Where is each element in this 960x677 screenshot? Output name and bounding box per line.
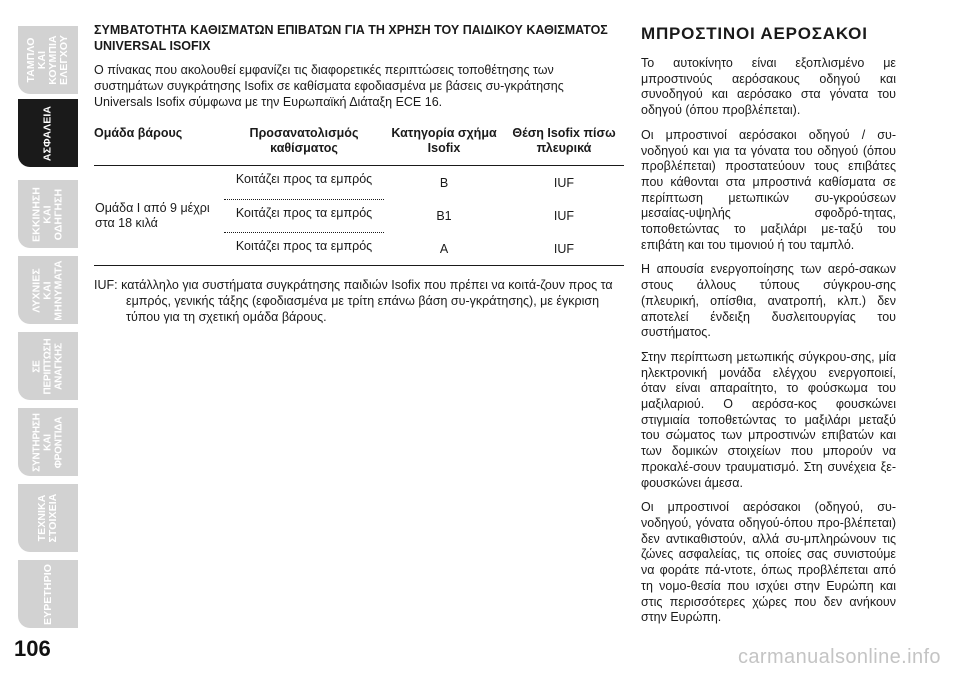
- tab-label: ΛΥΧΝΙΕΣ ΚΑΙ ΜΗΝΥΜΑΤΑ: [30, 259, 65, 321]
- header-orientation: Προσανατολισμός καθίσματος: [249, 126, 359, 155]
- paragraph: Η απουσία ενεργοποίησης των αερό-σακων στους άλλους τύπους σύγκρου-σης (πλευρική, οπίσθια, ανατροπή, κλπ.) δεν αποτελεί ένδειξη δυσλειτουργίας του συστήματος.: [641, 262, 896, 340]
- paragraph: Οι μπροστινοί αερόσακοι (οδηγού, συ-νοδηγού, γόνατα οδηγού-όπου προ-βλέπεται) δεν αντικαθιστούν, αλλά συ-μπληρώνουν τις ζώνες ασφαλείας, τις οποίες σας συνιστούμε να φοράτε πά-ντοτε, όπως προβλέπεται από τη νομο-θεσία που ισχύει στην Ευρώπη και στις περισσότερες χώρες που δεν ανήκουν στην Ευρώπη.: [641, 500, 896, 625]
- position-cell: IUF: [553, 242, 575, 256]
- section-title: ΜΠΡΟΣΤΙΝΟΙ ΑΕΡΟΣΑΚΟΙ: [641, 24, 868, 43]
- tab-lights-messages[interactable]: [18, 256, 78, 324]
- watermark: carmanualsonline.info: [738, 646, 941, 668]
- tab-label: ΤΕΧΝΙΚΑ ΣΤΟΙΧΕΙΑ: [36, 493, 59, 543]
- paragraph: Το αυτοκίνητο είναι εξοπλισμένο με μπροστινούς αερόσακους οδηγού και συνοδηγού και αερόσακο στα γόνατα του οδηγού (όπου προβλέπεται).: [641, 56, 896, 118]
- tab-label: ΕΥΡΕΤΗΡΙΟ: [41, 563, 54, 625]
- tab-emergency[interactable]: [18, 332, 78, 400]
- category-cell: B1: [436, 209, 452, 223]
- header-weight-group: Ομάδα βάρους: [94, 126, 183, 140]
- orientation-cell: Κοιτάζει προς τα εμπρός: [224, 166, 384, 200]
- orientation-cell: Κοιτάζει προς τα εμπρός: [224, 199, 384, 232]
- orientation-cell: Κοιτάζει προς τα εμπρός: [224, 232, 384, 266]
- tab-maintenance-care[interactable]: [18, 408, 78, 476]
- iuf-footnote: [94, 277, 624, 325]
- tab-dashboard-controls[interactable]: [18, 26, 78, 94]
- isofix-section: [94, 22, 624, 325]
- category-cell: A: [439, 242, 449, 256]
- side-navigation: [18, 0, 80, 677]
- header-position: Θέση Isofix πίσω πλευρικά: [512, 126, 616, 155]
- tab-technical-data[interactable]: [18, 484, 78, 552]
- page-number: 106: [14, 636, 51, 661]
- footnote-term: IUF:: [94, 278, 118, 292]
- section-heading: ΣΥΜΒΑΤΟΤΗΤΑ ΚΑΘΙΣΜΑΤΩΝ ΕΠΙΒΑΤΩΝ ΓΙΑ ΤΗ ΧΡΗΣΗ ΤΟΥ ΠΑΙΔΙΚΟΥ ΚΑΘΙΣΜΑΤΟΣ UNIVERSAL ISOFIX: [94, 23, 608, 53]
- airbag-section: [641, 24, 896, 635]
- table-row: [94, 166, 624, 200]
- tab-starting-driving[interactable]: [18, 180, 78, 248]
- isofix-compatibility-table: [94, 126, 624, 267]
- tab-safety[interactable]: [18, 99, 78, 167]
- position-cell: IUF: [553, 209, 575, 223]
- position-cell: IUF: [504, 166, 624, 200]
- tab-label: ΕΚΚΙΝΗΣΗ ΚΑΙ ΟΔΗΓΗΣΗ: [30, 186, 65, 242]
- footnote-text: κατάλληλο για συστήματα συγκράτησης παιδιών Isofix που πρέπει να κοιτά-ζουν προς τα εμπρός, γενικής τάξης (εφοδιασμένα με τρίτη επάνω βάση συ-γκράτησης), με έγκριση τύπου για τη σχετική ομάδα βάρους.: [121, 278, 613, 324]
- intro-paragraph: Ο πίνακας που ακολουθεί εμφανίζει τις διαφορετικές περιπτώσεις τοποθέτησης των συστημάτων συγκράτησης Isofix σε καθίσματα εφοδιασμένα με βάσεις συ-γκράτησης Universals Isofix σύμφωνα με την Ευρωπαϊκή Διάταξη ECE 16.: [94, 63, 564, 109]
- paragraph: Στην περίπτωση μετωπικής σύγκρου-σης, μία ηλεκτρονική μονάδα ελέγχου ενεργοποιεί, όταν είναι απαραίτητο, το φούσκωμα του μαξιλαριού. Ο αερόσα-κος φουσκώνει στιγμιαία τοποθετώντας το μαξιλάρι μεταξύ του σώματος των μπροστινών επιβατών και των δομικών στοιχείων που μπορούν να προκαλέ-σουν τραυματισμό. Στη συνέχεια ξε-φουσκώνει άμεσα.: [641, 349, 896, 490]
- tab-label: ΣΕ ΠΕΡΙΠΤΩΣΗ ΑΝΑΓΚΗΣ: [31, 338, 65, 394]
- paragraph: Οι μπροστινοί αερόσακοι οδηγού / συ-νοδηγού και για τα γόνατα του οδηγού (όπου προβλέπεται) προστατεύουν τους επιβάτες που κάθονται στα μπροστινά καθίσματα σε περίπτωση μετωπικών συ-γκρούσεων μεσαίας-υψηλής σφοδρό-τητας, τοποθετώντας το μαξιλάρι με-ταξύ του επιβάτη και του τιμονιού ή του ταμπλό.: [641, 127, 896, 252]
- weight-group-cell: Ομάδα I από 9 μέχρι στα 18 κιλά: [94, 166, 224, 266]
- category-cell: B: [384, 166, 504, 200]
- tab-label: ΑΣΦΑΛΕΙΑ: [41, 105, 54, 161]
- tab-label: ΣΥΝΤΗΡΗΣΗ ΚΑΙ ΦΡΟΝΤΙΔΑ: [31, 412, 65, 472]
- tab-label: ΤΑΜΠΛΟ ΚΑΙ ΚΟΥΜΠΙΑ ΕΛΕΓΧΟΥ: [25, 35, 70, 85]
- tab-index[interactable]: [18, 560, 78, 628]
- header-category: Κατηγορία σχήμα Isofix: [391, 126, 497, 155]
